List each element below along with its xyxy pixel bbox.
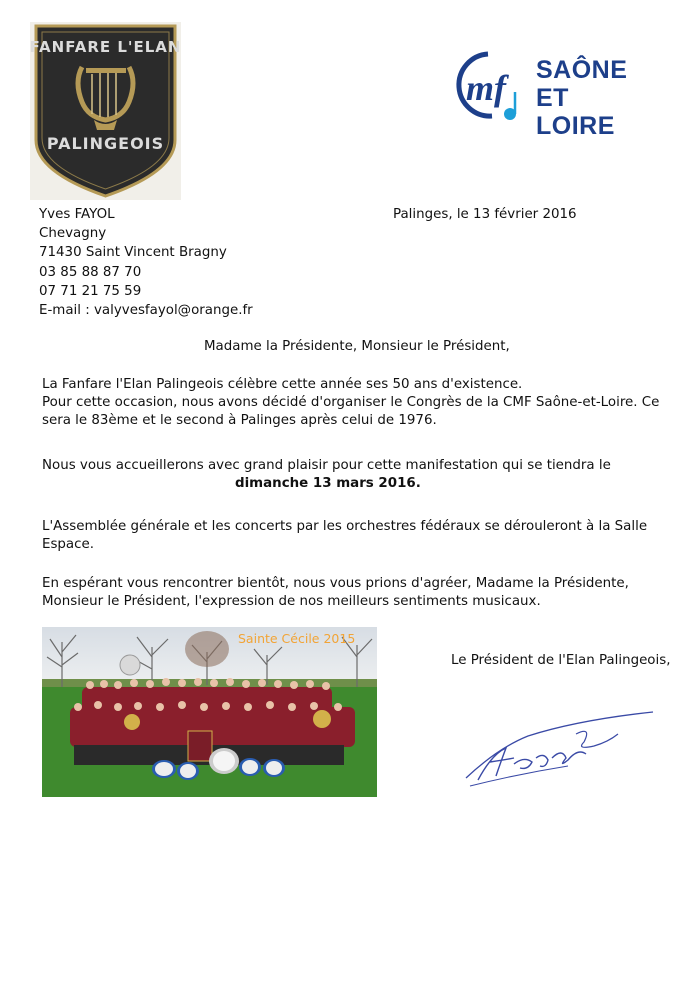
paragraph-2: Nous vous accueillerons avec grand plaisir pour cette manifestation qui se tiendra le xyxy=(42,458,611,473)
paragraph-4 xyxy=(42,575,629,611)
sender-phone-1: 03 85 88 87 70 xyxy=(39,264,142,280)
paragraph-line: L'Assemblée générale et les concerts par les orchestres fédéraux se dérouleront à la Salle xyxy=(42,519,648,534)
badge-bottom-text: PALINGEOIS xyxy=(46,134,165,153)
event-date: dimanche 13 mars 2016. xyxy=(235,476,421,491)
sender-address xyxy=(39,206,253,321)
date-line: Palinges, le 13 février 2016 xyxy=(393,207,577,222)
photo-caption: Sainte Cécile 2015 xyxy=(238,631,356,646)
sender-name: Yves FAYOL xyxy=(39,207,115,222)
salutation: Madame la Présidente, Monsieur le Président, xyxy=(204,339,510,354)
signature xyxy=(458,708,658,790)
group-photo xyxy=(42,627,377,797)
paragraph-line: Espace. xyxy=(42,537,94,552)
badge-top-text: FANFARE L'ELAN xyxy=(30,38,181,56)
paragraph-line: En espérant vous rencontrer bientôt, nous vous prions d'agréer, Madame la Présidente, xyxy=(42,576,629,591)
paragraph-line: Pour cette occasion, nous avons décidé d'organiser le Congrès de la CMF Saône-et-Loire. Ce xyxy=(42,395,660,410)
paragraph-3 xyxy=(42,518,647,554)
sender-city: 71430 Saint Vincent Bragny xyxy=(39,245,227,261)
president-line: Le Président de l'Elan Palingeois, xyxy=(451,653,671,668)
cmf-line-2: ET LOIRE xyxy=(536,84,615,140)
sender-phone-2: 07 71 21 75 59 xyxy=(39,283,142,299)
sender-place: Chevagny xyxy=(39,226,107,242)
sender-email: E-mail : valyvesfayol@orange.fr xyxy=(39,302,253,318)
paragraph-1 xyxy=(42,376,659,430)
cmf-saone-et-loire-logo xyxy=(452,44,652,140)
fanfare-badge-logo xyxy=(30,22,181,200)
paragraph-line: La Fanfare l'Elan Palingeois célèbre cette année ses 50 ans d'existence. xyxy=(42,377,523,392)
svg-text:mf: mf xyxy=(466,68,506,108)
paragraph-line: sera le 83ème et le second à Palinges après celui de 1976. xyxy=(42,413,437,428)
paragraph-line: Monsieur le Président, l'expression de nos meilleurs sentiments musicaux. xyxy=(42,594,541,609)
cmf-line-1: SAÔNE xyxy=(536,56,628,84)
music-note-icon xyxy=(452,44,532,126)
